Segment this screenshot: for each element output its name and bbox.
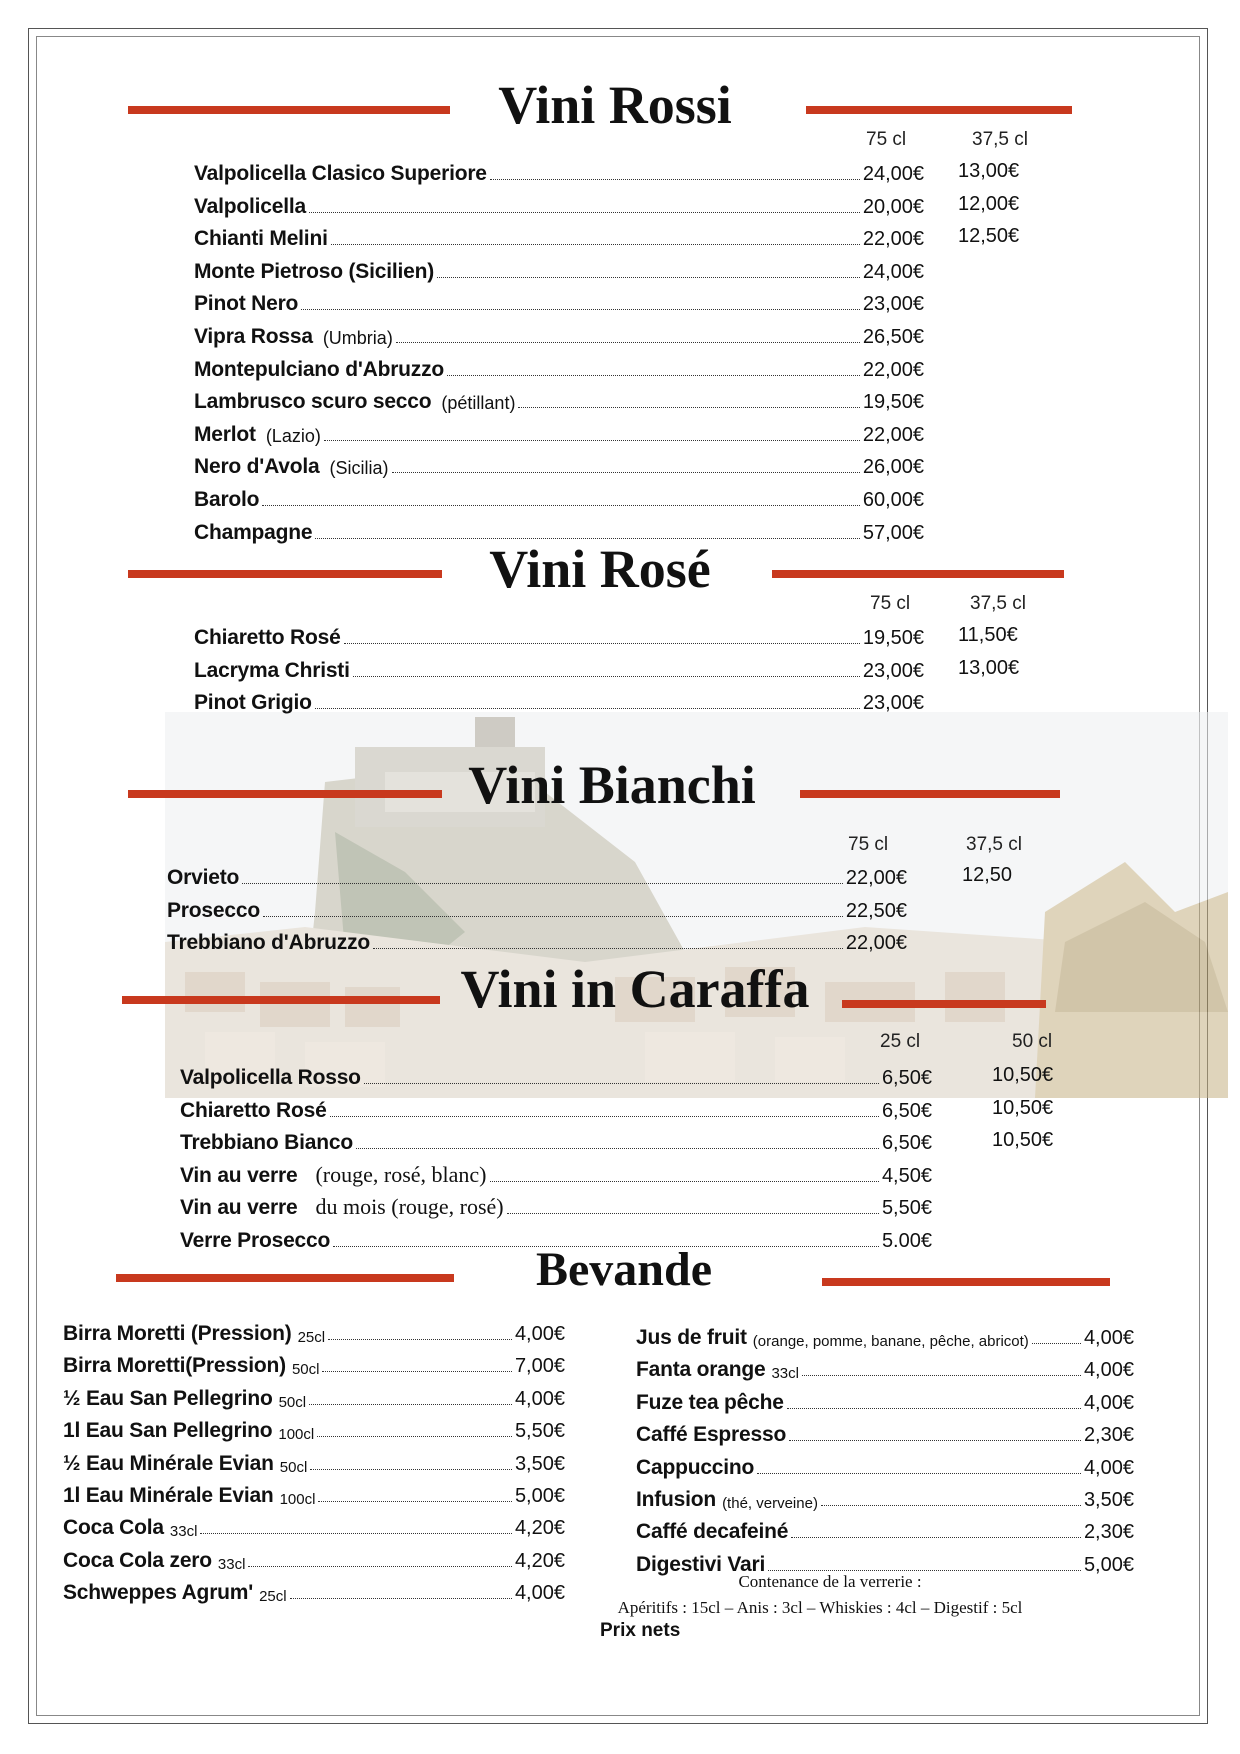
dotted-leader — [301, 309, 860, 310]
menu-item-name: Pinot Grigio — [194, 691, 312, 714]
menu-item-name: Infusion — [636, 1488, 717, 1511]
menu-item-price: 22,00€ — [862, 228, 924, 251]
menu-item-note: (Lazio) — [265, 425, 321, 446]
menu-item-row — [194, 317, 924, 349]
menu-item-price: 22,00€ — [862, 423, 924, 446]
menu-item-price: 20,00€ — [862, 195, 924, 218]
net-prices-note: Prix nets — [600, 1620, 681, 1641]
dotted-leader — [757, 1473, 1081, 1474]
dotted-leader — [1032, 1343, 1081, 1344]
menu-item-row — [63, 1411, 565, 1443]
menu-item-name: Schweppes Agrum' — [63, 1581, 254, 1605]
menu-item-name: Vin au verre — [180, 1163, 298, 1187]
dotted-leader — [768, 1570, 1081, 1571]
menu-item-row — [194, 382, 924, 414]
dotted-leader — [373, 948, 843, 949]
dotted-leader — [318, 1501, 512, 1502]
menu-item-row — [194, 284, 924, 316]
menu-item-price: 24,00€ — [862, 260, 924, 283]
dotted-leader — [248, 1566, 511, 1567]
dotted-leader — [330, 1116, 879, 1117]
menu-item-name: Caffé Espresso — [636, 1423, 787, 1447]
menu-item-price: 4,00€ — [1083, 1359, 1134, 1382]
dotted-leader — [200, 1533, 512, 1534]
menu-item-row — [194, 252, 924, 284]
column-header-37-5cl: 37,5 cl — [970, 593, 1026, 614]
menu-item-price: 24,00€ — [862, 163, 924, 185]
dotted-leader — [802, 1375, 1081, 1376]
dotted-leader — [353, 676, 860, 677]
dotted-leader — [328, 1339, 512, 1340]
menu-item-name: Lacryma Christi — [194, 658, 350, 682]
menu-item-row — [636, 1448, 1134, 1480]
menu-item-row — [180, 1058, 932, 1090]
menu-item-name: Cappuccino — [636, 1455, 755, 1479]
menu-item-price-small: 11,50€ — [958, 624, 1018, 646]
menu-item-name: Trebbiano Bianco — [180, 1131, 353, 1154]
menu-item-row — [63, 1314, 565, 1346]
menu-item-price: 6,50€ — [881, 1067, 932, 1089]
menu-item-price: 23,00€ — [862, 659, 924, 682]
menu-item-name: Merlot — [194, 422, 256, 446]
menu-item-price: 23,00€ — [862, 293, 924, 316]
glassware-capacity-detail: Apéritifs : 15cl – Anis : 3cl – Whiskies : 4cl – Digestif : 5cl — [617, 1598, 1023, 1617]
menu-item-row — [63, 1508, 565, 1540]
menu-item-name: Fuze tea pêche — [636, 1390, 784, 1414]
menu-item-note: 50cl — [291, 1361, 320, 1379]
dotted-leader — [290, 1598, 512, 1599]
menu-item-row — [194, 154, 924, 186]
column-header-50cl: 50 cl — [1012, 1031, 1053, 1052]
menu-item-price-small: 12,50 — [962, 864, 1013, 886]
menu-item-name: Digestivi Vari — [636, 1552, 766, 1576]
menu-item-row — [63, 1476, 565, 1508]
menu-item-price: 5,50€ — [881, 1197, 932, 1219]
dotted-leader — [317, 1436, 512, 1437]
dotted-leader — [787, 1408, 1081, 1409]
menu-item-note: 33cl — [217, 1555, 246, 1573]
column-header-37-5cl: 37,5 cl — [972, 129, 1028, 150]
menu-item-name: Chiaretto Rosé — [180, 1098, 327, 1122]
menu-item-note: 100cl — [278, 1426, 315, 1444]
menu-item-name: Orvieto — [167, 866, 240, 889]
menu-item-row — [194, 618, 924, 650]
menu-item-price: 26,00€ — [862, 456, 924, 479]
dotted-leader — [356, 1148, 879, 1149]
dotted-leader — [322, 1371, 511, 1372]
menu-item-name: Birra Moretti (Pression) — [63, 1322, 292, 1345]
menu-item-row — [194, 219, 924, 251]
menu-item-row — [63, 1541, 565, 1573]
menu-item-name: Lambrusco scuro secco — [194, 390, 432, 414]
menu-item-row — [180, 1091, 932, 1123]
dotted-leader — [242, 883, 843, 884]
column-header-75cl: 75 cl — [870, 593, 911, 614]
menu-item-price: 4,20€ — [514, 1517, 565, 1540]
menu-item-price: 7,00€ — [514, 1355, 565, 1378]
dotted-leader — [344, 643, 860, 644]
menu-item-note: (pétillant) — [441, 393, 516, 414]
menu-item-name: Vipra Rossa — [194, 325, 313, 348]
dotted-leader — [507, 1213, 879, 1214]
column-header-25cl: 25 cl — [880, 1031, 921, 1052]
menu-item-price: 4,00€ — [1083, 1327, 1134, 1349]
menu-item-row — [167, 858, 907, 890]
menu-item-price-small: 12,50€ — [958, 225, 1020, 248]
menu-item-row — [194, 187, 924, 219]
menu-item-price: 2,30€ — [1083, 1424, 1134, 1447]
menu-item-price: 60,00€ — [862, 489, 924, 511]
dotted-leader — [310, 1469, 512, 1470]
menu-item-price-small: 13,00€ — [958, 160, 1020, 182]
menu-item-price: 4,50€ — [881, 1164, 932, 1187]
menu-item-row — [194, 447, 924, 479]
menu-item-row — [63, 1379, 565, 1411]
dotted-leader — [309, 212, 860, 213]
menu-item-name: ½ Eau San Pellegrino — [63, 1386, 273, 1410]
menu-item-name: Chiaretto Rosé — [194, 626, 341, 649]
menu-item-row — [180, 1188, 932, 1220]
menu-item-note: 25cl — [297, 1329, 326, 1346]
menu-item-price: 5.00€ — [881, 1229, 932, 1252]
menu-item-note: 100cl — [279, 1491, 316, 1508]
menu-item-note: 33cl — [771, 1365, 799, 1383]
column-header-75cl: 75 cl — [848, 834, 889, 855]
menu-item-row — [194, 480, 924, 512]
menu-item-price: 5,00€ — [514, 1485, 565, 1507]
menu-item-price: 57,00€ — [862, 521, 924, 544]
menu-item-name: Vin au verre — [180, 1196, 298, 1219]
menu-item-note: (thé, verveine) — [722, 1495, 818, 1512]
menu-item-price: 4,00€ — [1083, 1456, 1134, 1479]
dotted-leader — [490, 1181, 879, 1182]
menu-item-name: Trebbiano d'Abruzzo — [167, 931, 371, 954]
menu-item-note: 25cl — [259, 1588, 287, 1606]
menu-item-row — [63, 1444, 565, 1476]
section-title-vini-in-caraffa: Vini in Caraffa — [460, 959, 810, 1019]
menu-item-note: 50cl — [278, 1393, 307, 1411]
menu-item-row — [194, 415, 924, 447]
menu-item-row — [180, 1123, 932, 1155]
menu-item-price: 6,50€ — [881, 1099, 932, 1122]
menu-item-note: 33cl — [169, 1523, 198, 1541]
dotted-leader — [490, 179, 860, 180]
menu-item-name: Pinot Nero — [194, 292, 299, 316]
glassware-capacity-title: Contenance de la verrerie : — [738, 1572, 922, 1591]
menu-item-name: Birra Moretti(Pression) — [63, 1354, 286, 1378]
menu-item-row — [194, 683, 924, 715]
menu-item-note: (Umbria) — [322, 328, 393, 348]
menu-item-name: Coca Cola — [63, 1516, 164, 1540]
menu-item-price-small: 10,50€ — [992, 1064, 1054, 1086]
dotted-leader — [364, 1083, 879, 1084]
menu-item-row — [167, 891, 907, 923]
menu-item-row — [636, 1318, 1134, 1350]
menu-item-price: 3,50€ — [514, 1452, 565, 1475]
dotted-leader — [263, 916, 843, 917]
column-header-37-5cl: 37,5 cl — [966, 834, 1022, 855]
dotted-leader — [789, 1440, 1081, 1441]
menu-item-price: 22,50€ — [845, 899, 907, 922]
menu-item-name: Monte Pietroso (Sicilien) — [194, 259, 435, 283]
menu-item-row — [636, 1383, 1134, 1415]
menu-item-price: 4,00€ — [514, 1582, 565, 1605]
dotted-leader — [437, 277, 860, 278]
menu-item-note: (rouge, rosé, blanc) — [315, 1161, 487, 1187]
menu-item-price: 3,50€ — [1083, 1489, 1134, 1511]
menu-item-name: Prosecco — [167, 898, 260, 922]
section-title-bevande: Bevande — [535, 1243, 712, 1296]
menu-item-row — [636, 1480, 1134, 1512]
dotted-leader — [331, 244, 860, 245]
menu-item-name: Caffé decafeiné — [636, 1520, 789, 1544]
menu-item-price-small: 13,00€ — [958, 656, 1020, 679]
menu-item-price: 23,00€ — [862, 692, 924, 714]
menu-item-name: Montepulciano d'Abruzzo — [194, 357, 445, 381]
menu-item-price: 4,20€ — [514, 1549, 565, 1572]
dotted-leader — [324, 440, 860, 441]
menu-item-name: Valpolicella — [194, 194, 306, 218]
menu-item-note: (orange, pomme, banane, pêche, abricot) — [752, 1333, 1029, 1350]
menu-item-name: 1l Eau San Pellegrino — [63, 1419, 273, 1443]
dotted-leader — [518, 407, 859, 408]
menu-item-row — [180, 1156, 932, 1188]
menu-item-price-small: 12,00€ — [958, 192, 1020, 215]
menu-item-name: Nero d'Avola — [194, 455, 320, 479]
menu-item-price: 26,50€ — [862, 326, 924, 348]
menu-item-row — [194, 350, 924, 382]
menu-item-name: Barolo — [194, 488, 260, 511]
menu-item-price: 22,00€ — [845, 867, 907, 889]
menu-item-price: 5,50€ — [514, 1420, 565, 1443]
dotted-leader — [309, 1404, 512, 1405]
dotted-leader — [262, 505, 860, 506]
menu-item-price: 6,50€ — [881, 1132, 932, 1154]
menu-item-name: 1l Eau Minérale Evian — [63, 1484, 274, 1507]
menu-item-price-small: 10,50€ — [992, 1129, 1054, 1151]
section-title-vini-rose: Vini Rosé — [489, 539, 711, 599]
menu-item-row — [636, 1512, 1134, 1544]
menu-item-price: 5,00€ — [1083, 1553, 1134, 1576]
menu-item-price: 22,00€ — [862, 358, 924, 381]
menu-item-row — [636, 1415, 1134, 1447]
menu-item-row — [167, 923, 907, 955]
dotted-leader — [791, 1537, 1081, 1538]
menu-item-note: (Sicilia) — [329, 458, 389, 479]
section-title-vini-bianchi: Vini Bianchi — [468, 755, 756, 815]
menu-item-name: Fanta orange — [636, 1358, 766, 1382]
dotted-leader — [392, 472, 860, 473]
menu-item-note: 50cl — [279, 1458, 308, 1476]
menu-item-price-small: 10,50€ — [992, 1096, 1054, 1119]
menu-item-name: Verre Prosecco — [180, 1228, 331, 1252]
menu-item-price: 4,00€ — [514, 1387, 565, 1410]
menu-item-row — [63, 1573, 565, 1605]
column-header-75cl: 75 cl — [866, 129, 907, 150]
dotted-leader — [315, 708, 860, 709]
menu-item-row — [194, 651, 924, 683]
menu-item-name: Valpolicella Rosso — [180, 1066, 361, 1089]
menu-item-name: ½ Eau Minérale Evian — [63, 1451, 274, 1475]
menu-item-price: 19,50€ — [862, 627, 924, 649]
menu-item-note: du mois (rouge, rosé) — [315, 1194, 504, 1219]
section-title-vini-rossi: Vini Rossi — [498, 75, 732, 135]
dotted-leader — [447, 375, 860, 376]
menu-item-price: 4,00€ — [1083, 1391, 1134, 1414]
menu-item-price: 22,00€ — [845, 932, 907, 954]
menu-item-price: 4,00€ — [514, 1323, 565, 1345]
menu-item-name: Chianti Melini — [194, 227, 328, 251]
menu-item-name: Valpolicella Clasico Superiore — [194, 162, 487, 185]
menu-item-name: Jus de fruit — [636, 1326, 747, 1349]
menu-item-name: Champagne — [194, 520, 313, 544]
menu-item-row — [636, 1350, 1134, 1382]
menu-item-price: 2,30€ — [1083, 1521, 1134, 1544]
menu-item-price: 19,50€ — [862, 391, 924, 414]
menu-item-name: Coca Cola zero — [63, 1548, 212, 1572]
menu-item-row — [63, 1346, 565, 1378]
dotted-leader — [821, 1505, 1081, 1506]
dotted-leader — [396, 342, 860, 343]
